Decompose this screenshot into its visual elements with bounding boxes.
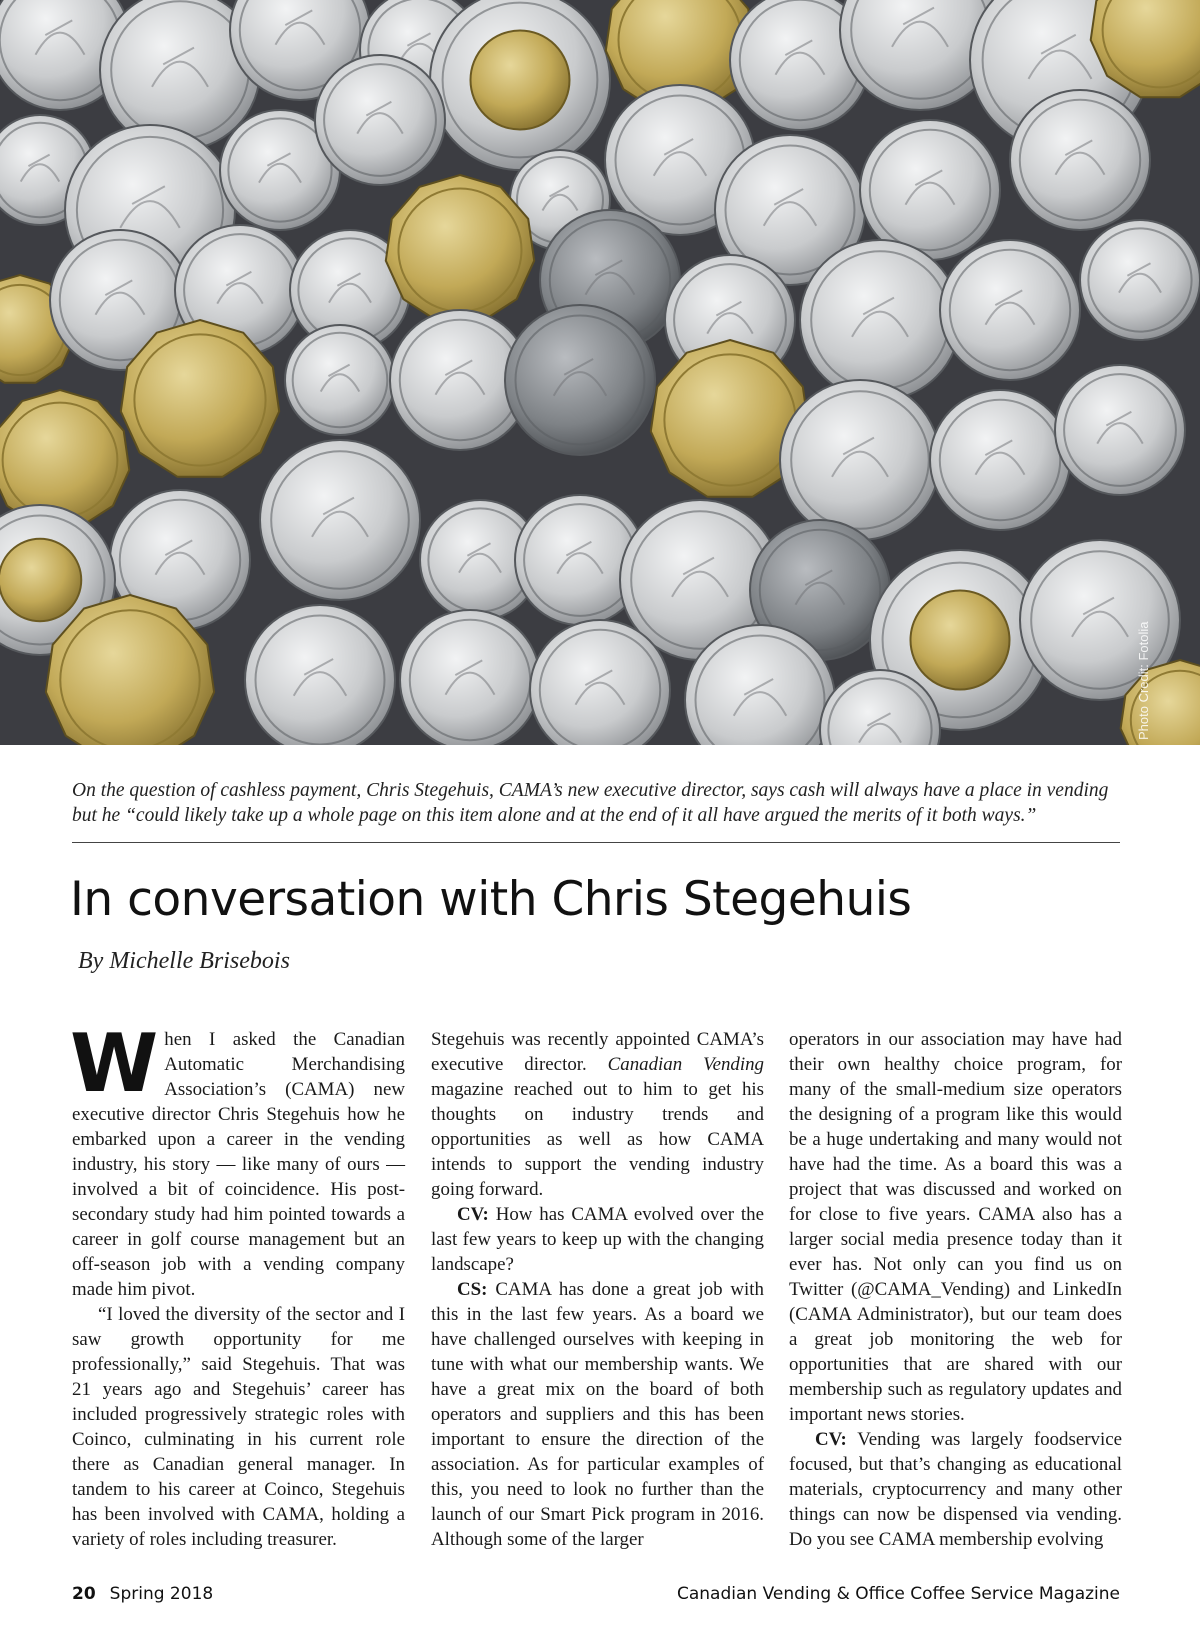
silver-coin [860, 120, 1000, 260]
photo-credit [1136, 690, 1151, 740]
silver-coin [400, 610, 540, 745]
coins-photo [0, 0, 1200, 745]
paragraph: operators in our association may have had their own healthy choice program, for many of the small-medium size operators the designing of a program like this would be a huge undertaking and many would not have had the time. As a board this was a project that was discussed and worked on for close to five years. CAMA also has a larger social media presence today than it ever has. Not only can you find us on Twitter (@CAMA_Vending) and LinkedIn (CAMA Administrator), but our team does a great job monitoring the web for opportunities that are shared with our membership such as regulatory updates and important news stories. [789, 1029, 1122, 1425]
coins-illustration [0, 0, 1200, 745]
silver-coin [285, 325, 395, 435]
silver-coin [260, 440, 420, 600]
silver-coin [1080, 220, 1200, 340]
paragraph: Stegehuis was recently appointed CAMA’s executive director. Canadian Vending magazine reached out to him to get his thoughts on industry trends and opportunities as well as how CAMA intends to support the vending industry going forward. [431, 1029, 764, 1200]
silver-coin [800, 240, 960, 400]
silver-coin [940, 240, 1080, 380]
page-number: 20 [72, 1584, 96, 1604]
interview-question: CV: How has CAMA evolved over the last few years to keep up with the changing landscape? [431, 1204, 764, 1275]
magazine-name: Canadian Vending & Office Coffee Service Magazine [676, 1584, 1120, 1604]
caption-divider [72, 842, 1120, 843]
article-column-2 [431, 1027, 764, 1552]
paragraph: When I asked the Canadian Automatic Merchandising Association’s (CAMA) new executive director Chris Stegehuis how he embarked upon a career in the vending industry, his story — like many of ours — involved a bit of coincidence. His post-secondary study had him pointed towards a career in golf course management but an off-season job with a vending company made him pivot. [70, 1017, 405, 1300]
article-column-3 [789, 1027, 1122, 1552]
issue-date: Spring 2018 [109, 1584, 214, 1604]
silver-coin [780, 380, 940, 540]
speaker-label: CV: [815, 1429, 847, 1450]
paragraph: “I loved the diversity of the sector and I saw growth opportunity for me professionally,” said Stegehuis. That was 21 years ago and Stegehuis’ career has included progressively strategic roles with Coinco, culminating in his current role there as Canadian general manager. In tandem to his career at Coinco, Stegehuis has been involved with CAMA, holding a variety of roles including treasurer. [72, 1304, 405, 1550]
silver-coin [315, 55, 445, 185]
speaker-label: CV: [457, 1204, 489, 1225]
silver-coin [1010, 90, 1150, 230]
photo-caption: On the question of cashless payment, Chris Stegehuis, CAMA’s new executive director, says cash will always have a place in vending but he “could likely take up a whole page on this item alone and at the end of it all have argued the merits of it both ways.” [72, 780, 1109, 826]
silver-coin [1055, 365, 1185, 495]
interview-answer: CS: CAMA has done a great job with this in the last few years. As a board we have challenged ourselves with keeping in tune with what our membership wants. We have a great mix on the board of both operators and suppliers and this has been important to ensure the direction of the association. As for particular examples of this, you need to look no further than the launch of our Smart Pick program in 2016. Although some of the larger [431, 1279, 764, 1550]
silver-coin [930, 390, 1070, 530]
article-headline: In conversation with Chris Stegehuis [70, 872, 912, 927]
silver-coin [245, 605, 395, 745]
silver-coin [505, 305, 655, 455]
interview-question: CV: Vending was largely foodservice focused, but that’s changing as educational materials, cryptocurrency and many other things can now be dispensed via vending. Do you see CAMA membership evolving [789, 1429, 1122, 1550]
toonie-coin [430, 0, 610, 170]
drop-cap: W [70, 1017, 159, 1110]
page-footer [72, 1584, 1120, 1604]
speaker-label: CS: [457, 1279, 488, 1300]
article-byline: By Michelle Brisebois [78, 948, 290, 974]
silver-coin [530, 620, 670, 745]
article-column-1 [70, 1017, 405, 1552]
